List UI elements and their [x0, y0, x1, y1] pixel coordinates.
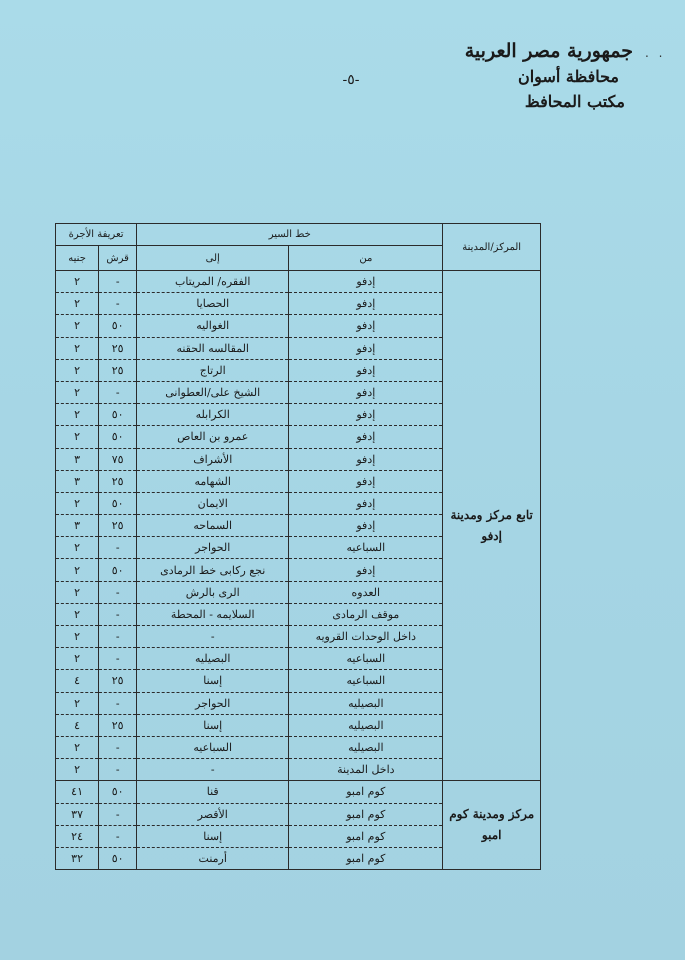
pound-cell: ٣	[56, 470, 99, 492]
piaster-cell: -	[99, 648, 137, 670]
to-cell: البصيليه	[137, 648, 289, 670]
from-cell: إدفو	[289, 359, 443, 381]
piaster-cell: -	[99, 626, 137, 648]
to-cell: عمرو بن العاص	[137, 426, 289, 448]
from-cell: السباعيه	[289, 670, 443, 692]
table-header	[56, 224, 541, 271]
to-cell: الغواليه	[137, 315, 289, 337]
pound-cell: ٢	[56, 559, 99, 581]
table-row	[56, 781, 541, 803]
to-cell: -	[137, 626, 289, 648]
from-cell: إدفو	[289, 515, 443, 537]
pound-cell: ٢	[56, 603, 99, 625]
table-body	[56, 271, 541, 870]
from-cell: العدوه	[289, 581, 443, 603]
piaster-cell: ٥٠	[99, 781, 137, 803]
pound-cell: ٤١	[56, 781, 99, 803]
piaster-cell: ٢٥	[99, 714, 137, 736]
pound-cell: ٢	[56, 648, 99, 670]
country-title: جمهورية مصر العربية	[464, 40, 633, 62]
pound-cell: ٢	[56, 271, 99, 293]
from-cell: موقف الرمادى	[289, 603, 443, 625]
piaster-cell: -	[99, 692, 137, 714]
from-cell: البصيليه	[289, 692, 443, 714]
from-cell: داخل الوحدات القرويه	[289, 626, 443, 648]
from-cell: إدفو	[289, 381, 443, 403]
pound-cell: ٢	[56, 492, 99, 514]
to-cell: الايمان	[137, 492, 289, 514]
to-cell: الحصايا	[137, 293, 289, 315]
from-cell: إدفو	[289, 559, 443, 581]
from-cell: البصيليه	[289, 714, 443, 736]
to-cell: إسنا	[137, 670, 289, 692]
header-pound: جنيه	[56, 246, 99, 271]
to-cell: الرتاج	[137, 359, 289, 381]
office-title: مكتب المحافظ	[524, 92, 625, 111]
group-name-cell: مركز ومدينة كوم امبو	[443, 781, 541, 870]
piaster-cell: ٢٥	[99, 670, 137, 692]
pound-cell: ٢٤	[56, 825, 99, 847]
from-cell: إدفو	[289, 426, 443, 448]
to-cell: إسنا	[137, 714, 289, 736]
pound-cell: ٢	[56, 581, 99, 603]
to-cell: الكرابله	[137, 404, 289, 426]
header-fare: تعريفة الأجرة	[56, 224, 137, 246]
to-cell: السلايمه - المحطة	[137, 603, 289, 625]
piaster-cell: -	[99, 581, 137, 603]
pound-cell: ٢	[56, 537, 99, 559]
to-cell: الحواجر	[137, 537, 289, 559]
fare-table-container	[55, 223, 541, 870]
from-cell: إدفو	[289, 271, 443, 293]
table-row	[56, 271, 541, 293]
pound-cell: ٢	[56, 759, 99, 781]
pound-cell: ٣٧	[56, 803, 99, 825]
page-number: -٥-	[342, 72, 360, 88]
to-cell: المقالسه الحقنه	[137, 337, 289, 359]
pound-cell: ٢	[56, 381, 99, 403]
to-cell: السباعيه	[137, 736, 289, 758]
pound-cell: ٢	[56, 315, 99, 337]
pound-cell: ٢	[56, 736, 99, 758]
to-cell: إسنا	[137, 825, 289, 847]
piaster-cell: ٥٠	[99, 847, 137, 869]
piaster-cell: -	[99, 825, 137, 847]
to-cell: الشيخ على/العطوانى	[137, 381, 289, 403]
header-city: المركز/المدينة	[443, 224, 541, 271]
pound-cell: ٢	[56, 692, 99, 714]
header-route: خط السير	[137, 224, 443, 246]
pound-cell: ٢	[56, 337, 99, 359]
header-from: من	[289, 246, 443, 271]
from-cell: إدفو	[289, 337, 443, 359]
pound-cell: ٣٢	[56, 847, 99, 869]
from-cell: السباعيه	[289, 537, 443, 559]
pound-cell: ٤	[56, 714, 99, 736]
pound-cell: ٤	[56, 670, 99, 692]
piaster-cell: -	[99, 381, 137, 403]
to-cell: -	[137, 759, 289, 781]
piaster-cell: -	[99, 293, 137, 315]
to-cell: نجع ركابى خط الرمادى	[137, 559, 289, 581]
from-cell: كوم امبو	[289, 847, 443, 869]
pound-cell: ٢	[56, 404, 99, 426]
pound-cell: ٣	[56, 448, 99, 470]
piaster-cell: ٢٥	[99, 359, 137, 381]
from-cell: كوم امبو	[289, 825, 443, 847]
header-piaster: قرش	[99, 246, 137, 271]
piaster-cell: ٥٠	[99, 404, 137, 426]
from-cell: إدفو	[289, 404, 443, 426]
piaster-cell: -	[99, 537, 137, 559]
to-cell: الفقره/ المريتاب	[137, 271, 289, 293]
to-cell: الأشراف	[137, 448, 289, 470]
piaster-cell: ٧٥	[99, 448, 137, 470]
governorate-title: محافظة أسوان	[517, 67, 619, 86]
piaster-cell: ٥٠	[99, 426, 137, 448]
fare-table	[55, 223, 541, 870]
piaster-cell: ٥٠	[99, 315, 137, 337]
to-cell: السماحه	[137, 515, 289, 537]
pound-cell: ٢	[56, 293, 99, 315]
from-cell: إدفو	[289, 293, 443, 315]
from-cell: السباعيه	[289, 648, 443, 670]
to-cell: الأقصر	[137, 803, 289, 825]
header-to: إلى	[137, 246, 289, 271]
piaster-cell: -	[99, 271, 137, 293]
from-cell: داخل المدينة	[289, 759, 443, 781]
from-cell: إدفو	[289, 492, 443, 514]
piaster-cell: ٢٥	[99, 515, 137, 537]
piaster-cell: -	[99, 803, 137, 825]
from-cell: كوم امبو	[289, 803, 443, 825]
from-cell: إدفو	[289, 315, 443, 337]
from-cell: كوم امبو	[289, 781, 443, 803]
piaster-cell: -	[99, 736, 137, 758]
to-cell: قنا	[137, 781, 289, 803]
piaster-cell: -	[99, 603, 137, 625]
from-cell: إدفو	[289, 448, 443, 470]
to-cell: أرمنت	[137, 847, 289, 869]
to-cell: الشهامه	[137, 470, 289, 492]
piaster-cell: -	[99, 759, 137, 781]
corner-dots: . .	[645, 46, 666, 60]
group-name-cell: تابع مركز ومدينة إدفو	[443, 271, 541, 781]
piaster-cell: ٢٥	[99, 470, 137, 492]
piaster-cell: ٥٠	[99, 492, 137, 514]
piaster-cell: ٢٥	[99, 337, 137, 359]
pound-cell: ٣	[56, 515, 99, 537]
pound-cell: ٢	[56, 359, 99, 381]
to-cell: الحواجر	[137, 692, 289, 714]
to-cell: الرى بالرش	[137, 581, 289, 603]
letterhead	[393, 38, 633, 114]
pound-cell: ٢	[56, 626, 99, 648]
piaster-cell: ٥٠	[99, 559, 137, 581]
from-cell: البصيليه	[289, 736, 443, 758]
pound-cell: ٢	[56, 426, 99, 448]
from-cell: إدفو	[289, 470, 443, 492]
